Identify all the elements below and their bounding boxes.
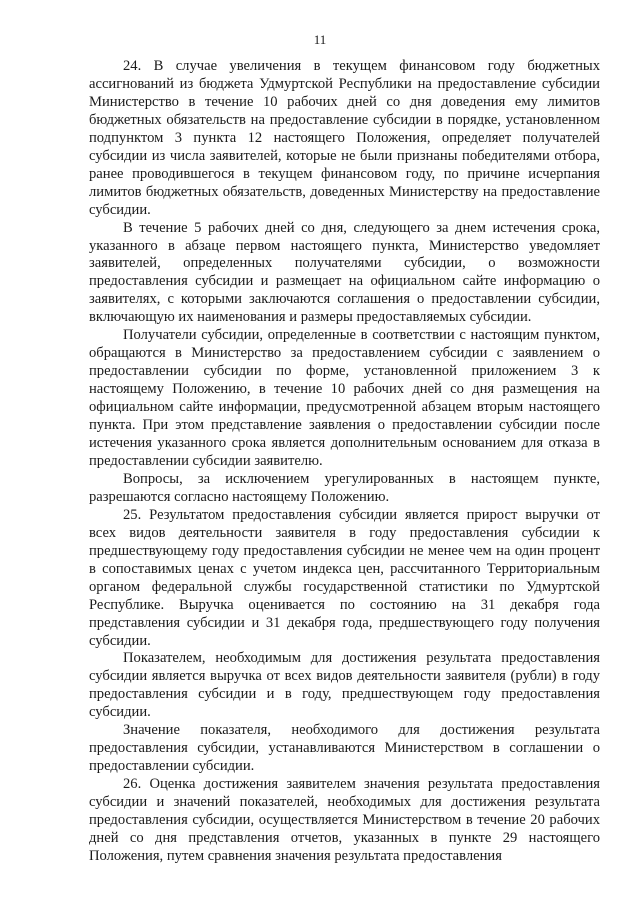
paragraph-25-indicator: Показателем, необходимым для достижения результата предоставления субсидии является выручка от всех видов деятельности заявителя (рубли) в году предоставления субсидии и в году, предшествующем году предоставления субсидии. <box>89 650 600 721</box>
paragraph-25-result: 25. Результатом предоставления субсидии является прирост выручки от всех видов деятельности заявителя в году предоставления субсидии к предшествующему году предоставления субсидии не менее чем на один процент в сопоставимых ценах с учетом индекса цен, рассчитанного Территориальным органом федеральной службы государственной статистики по Удмуртской Республике. Выручка оценивается по состоянию на 31 декабря года представления субсидии и 31 декабря года, предшествующего году получения субсидии. <box>89 506 600 649</box>
paragraph-24-main: 24. В случае увеличения в текущем финансовом году бюджетных ассигнований из бюджета Удмуртской Республики на предоставление субсидии Министерство в течение 10 рабочих дней со дня доведения ему лимитов бюджетных обязательств на предоставление субсидии в порядке, установленном подпунктом 3 пункта 12 настоящего Положения, определяет получателей субсидии из числа заявителей, которые не были признаны победителями отбора, ранее проводившегося в текущем финансовом году, по причине исчерпания лимитов бюджетных обязательств, доведенных Министерству на предоставление субсидии. <box>89 58 600 218</box>
paragraph-24-notification: В течение 5 рабочих дней со дня, следующего за днем истечения срока, указанного в абзаце первом настоящего пункта, Министерство уведомляет заявителей, определенных получателями субсидии, о возможности предоставления субсидии и размещает на официальном сайте информацию о заявителях, с которыми заключаются соглашения о предоставлении субсидии, включающую их наименования и размеры предоставляемых субсидии. <box>89 219 600 326</box>
document-body <box>89 58 600 866</box>
paragraph-24-recipients: Получатели субсидии, определенные в соответствии с настоящим пунктом, обращаются в Министерство за предоставлением субсидии с заявлением о предоставлении субсидии по форме, установленной приложением 3 к настоящему Положению, в течение 10 рабочих дней со дня размещения на официальном сайте информации, предусмотренной абзацем вторым настоящего пункта. При этом представление заявления о предоставлении субсидии после истечения указанного срока является дополнительным основанием для отказа в предоставлении субсидии заявителю. <box>89 327 600 469</box>
paragraph-26-assessment: 26. Оценка достижения заявителем значения результата предоставления субсидии и значений показателей, необходимых для достижения результата предоставления субсидии, осуществляется Министерством в течение 20 рабочих дней со дня представления отчетов, указанных в пункте 29 настоящего Положения, путем сравнения значения результата предоставления <box>89 776 600 864</box>
paragraph-25-indicator-value: Значение показателя, необходимого для достижения результата предоставления субсидии, устанавливаются Министерством в соглашении о предоставлении субсидии. <box>89 722 600 775</box>
paragraph-24-other-questions: Вопросы, за исключением урегулированных в настоящем пункте, разрешаются согласно настоящему Положению. <box>89 470 600 505</box>
page-number: 11 <box>313 32 327 47</box>
